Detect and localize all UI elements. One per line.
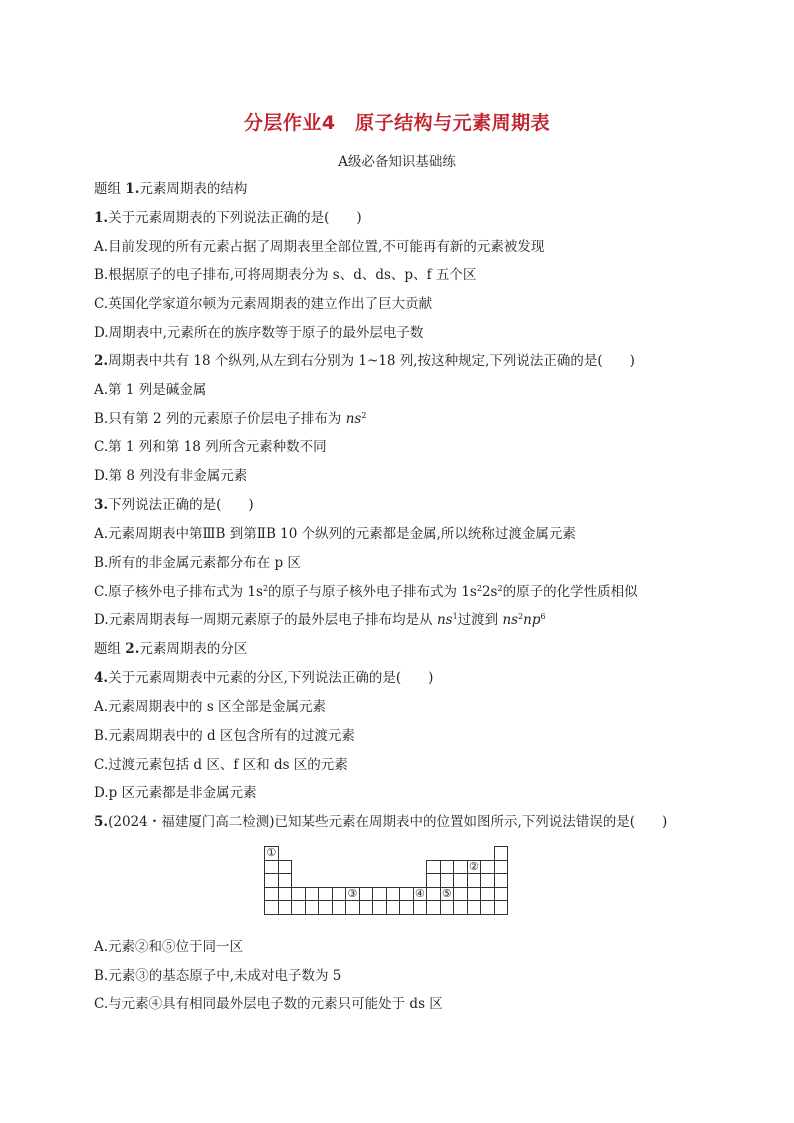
group-heading-2: 题组 2.元素周期表的分区 xyxy=(94,641,248,657)
table-cell xyxy=(278,900,293,915)
table-cell xyxy=(480,860,495,875)
table-cell xyxy=(480,873,495,888)
table-cell xyxy=(440,873,455,888)
question-1-option-b: B.根据原子的电子排布,可将周期表分为 s、d、ds、p、f 五个区 xyxy=(94,267,477,283)
question-3-option-d: D.元素周期表每一周期元素原子的最外层电子排布均是从 $ns^1$过渡到 $ns^2np^6$ xyxy=(94,612,546,628)
table-cell xyxy=(345,900,360,915)
question-1-option-d: D.周期表中,元素所在的族序数等于原子的最外层电子数 xyxy=(94,325,424,341)
question-1-option-a: A.目前发现的所有元素占据了周期表里全部位置,不可能再有新的元素被发现 xyxy=(94,239,545,255)
element-label-cell: ② xyxy=(467,860,482,875)
section-subtitle: A级必备知识基础练 xyxy=(338,154,456,170)
table-cell xyxy=(386,900,401,915)
table-cell xyxy=(264,860,279,875)
element-label-cell: ① xyxy=(264,846,279,861)
table-cell xyxy=(399,887,414,902)
element-label-cell: ⑤ xyxy=(440,887,455,902)
table-cell xyxy=(467,900,482,915)
table-cell xyxy=(305,900,320,915)
question-4-option-c: C.过渡元素包括 d 区、f 区和 ds 区的元素 xyxy=(94,757,348,773)
table-cell xyxy=(372,887,387,902)
table-cell xyxy=(453,887,468,902)
table-cell xyxy=(426,887,441,902)
table-cell xyxy=(278,873,293,888)
table-cell xyxy=(278,887,293,902)
table-cell xyxy=(480,887,495,902)
table-cell xyxy=(291,887,306,902)
question-2-option-d: D.第 8 列没有非金属元素 xyxy=(94,468,248,484)
question-3-option-c: C.原子核外电子排布式为 $1s^2$的原子与原子核外电子排布式为 $1s^22s^2$的原子的化学性质相似 xyxy=(94,584,638,600)
table-cell xyxy=(453,873,468,888)
table-cell xyxy=(372,900,387,915)
question-4-option-a: A.元素周期表中的 s 区全部是金属元素 xyxy=(94,699,327,715)
table-cell xyxy=(494,860,509,875)
question-3-stem: 3.下列说法正确的是( ) xyxy=(94,497,254,513)
table-cell xyxy=(426,860,441,875)
table-cell xyxy=(386,887,401,902)
question-2-option-a: A.第 1 列是碱金属 xyxy=(94,382,207,398)
question-5-option-b: B.元素③的基态原子中,未成对电子数为 5 xyxy=(94,968,342,984)
question-2-option-b: B.只有第 2 列的元素原子价层电子排布为 $ns^2$ xyxy=(94,411,367,427)
table-cell xyxy=(426,900,441,915)
question-4-option-b: B.元素周期表中的 d 区包含所有的过渡元素 xyxy=(94,728,355,744)
table-cell xyxy=(440,860,455,875)
table-cell xyxy=(413,900,428,915)
table-cell xyxy=(318,887,333,902)
table-cell xyxy=(318,900,333,915)
table-cell xyxy=(305,887,320,902)
table-cell xyxy=(494,873,509,888)
table-cell xyxy=(332,900,347,915)
table-cell xyxy=(494,846,509,861)
table-cell xyxy=(399,900,414,915)
question-1-stem: 1.关于元素周期表的下列说法正确的是( ) xyxy=(94,210,362,226)
question-5-stem: 5.(2024・福建厦门高二检测)已知某些元素在周期表中的位置如图所示,下列说法错误的是( ) xyxy=(94,814,668,830)
table-cell xyxy=(359,887,374,902)
question-5-option-c: C.与元素④具有相同最外层电子数的元素只可能处于 ds 区 xyxy=(94,996,443,1012)
table-cell xyxy=(264,887,279,902)
table-cell xyxy=(359,900,374,915)
question-3-option-a: A.元素周期表中第ⅢB 到第ⅡB 10 个纵列的元素都是金属,所以统称过渡金属元素 xyxy=(94,526,576,542)
table-cell xyxy=(278,860,293,875)
table-cell xyxy=(453,860,468,875)
question-2-stem: 2.周期表中共有 18 个纵列,从左到右分别为 1~18 列,按这种规定,下列说法正确的是( ) xyxy=(94,353,635,369)
element-label-cell: ③ xyxy=(345,887,360,902)
table-cell xyxy=(440,900,455,915)
table-cell xyxy=(480,900,495,915)
group-heading-1: 题组 1.元素周期表的结构 xyxy=(94,181,248,197)
table-cell xyxy=(494,900,509,915)
table-cell xyxy=(291,900,306,915)
question-4-stem: 4.关于元素周期表中元素的分区,下列说法正确的是( ) xyxy=(94,670,434,686)
table-cell xyxy=(453,900,468,915)
page-title: 分层作业4 原子结构与元素周期表 xyxy=(243,112,551,134)
table-cell xyxy=(467,887,482,902)
question-1-option-c: C.英国化学家道尔顿为元素周期表的建立作出了巨大贡献 xyxy=(94,296,433,312)
table-cell xyxy=(494,887,509,902)
question-3-option-b: B.所有的非金属元素都分布在 p 区 xyxy=(94,555,301,571)
table-cell xyxy=(332,887,347,902)
table-cell xyxy=(264,900,279,915)
table-cell xyxy=(467,873,482,888)
question-2-option-c: C.第 1 列和第 18 列所含元素种数不同 xyxy=(94,439,327,455)
question-4-option-d: D.p 区元素都是非金属元素 xyxy=(94,785,257,801)
element-label-cell: ④ xyxy=(413,887,428,902)
table-cell xyxy=(426,873,441,888)
table-cell xyxy=(264,873,279,888)
question-5-option-a: A.元素②和⑤位于同一区 xyxy=(94,939,244,955)
